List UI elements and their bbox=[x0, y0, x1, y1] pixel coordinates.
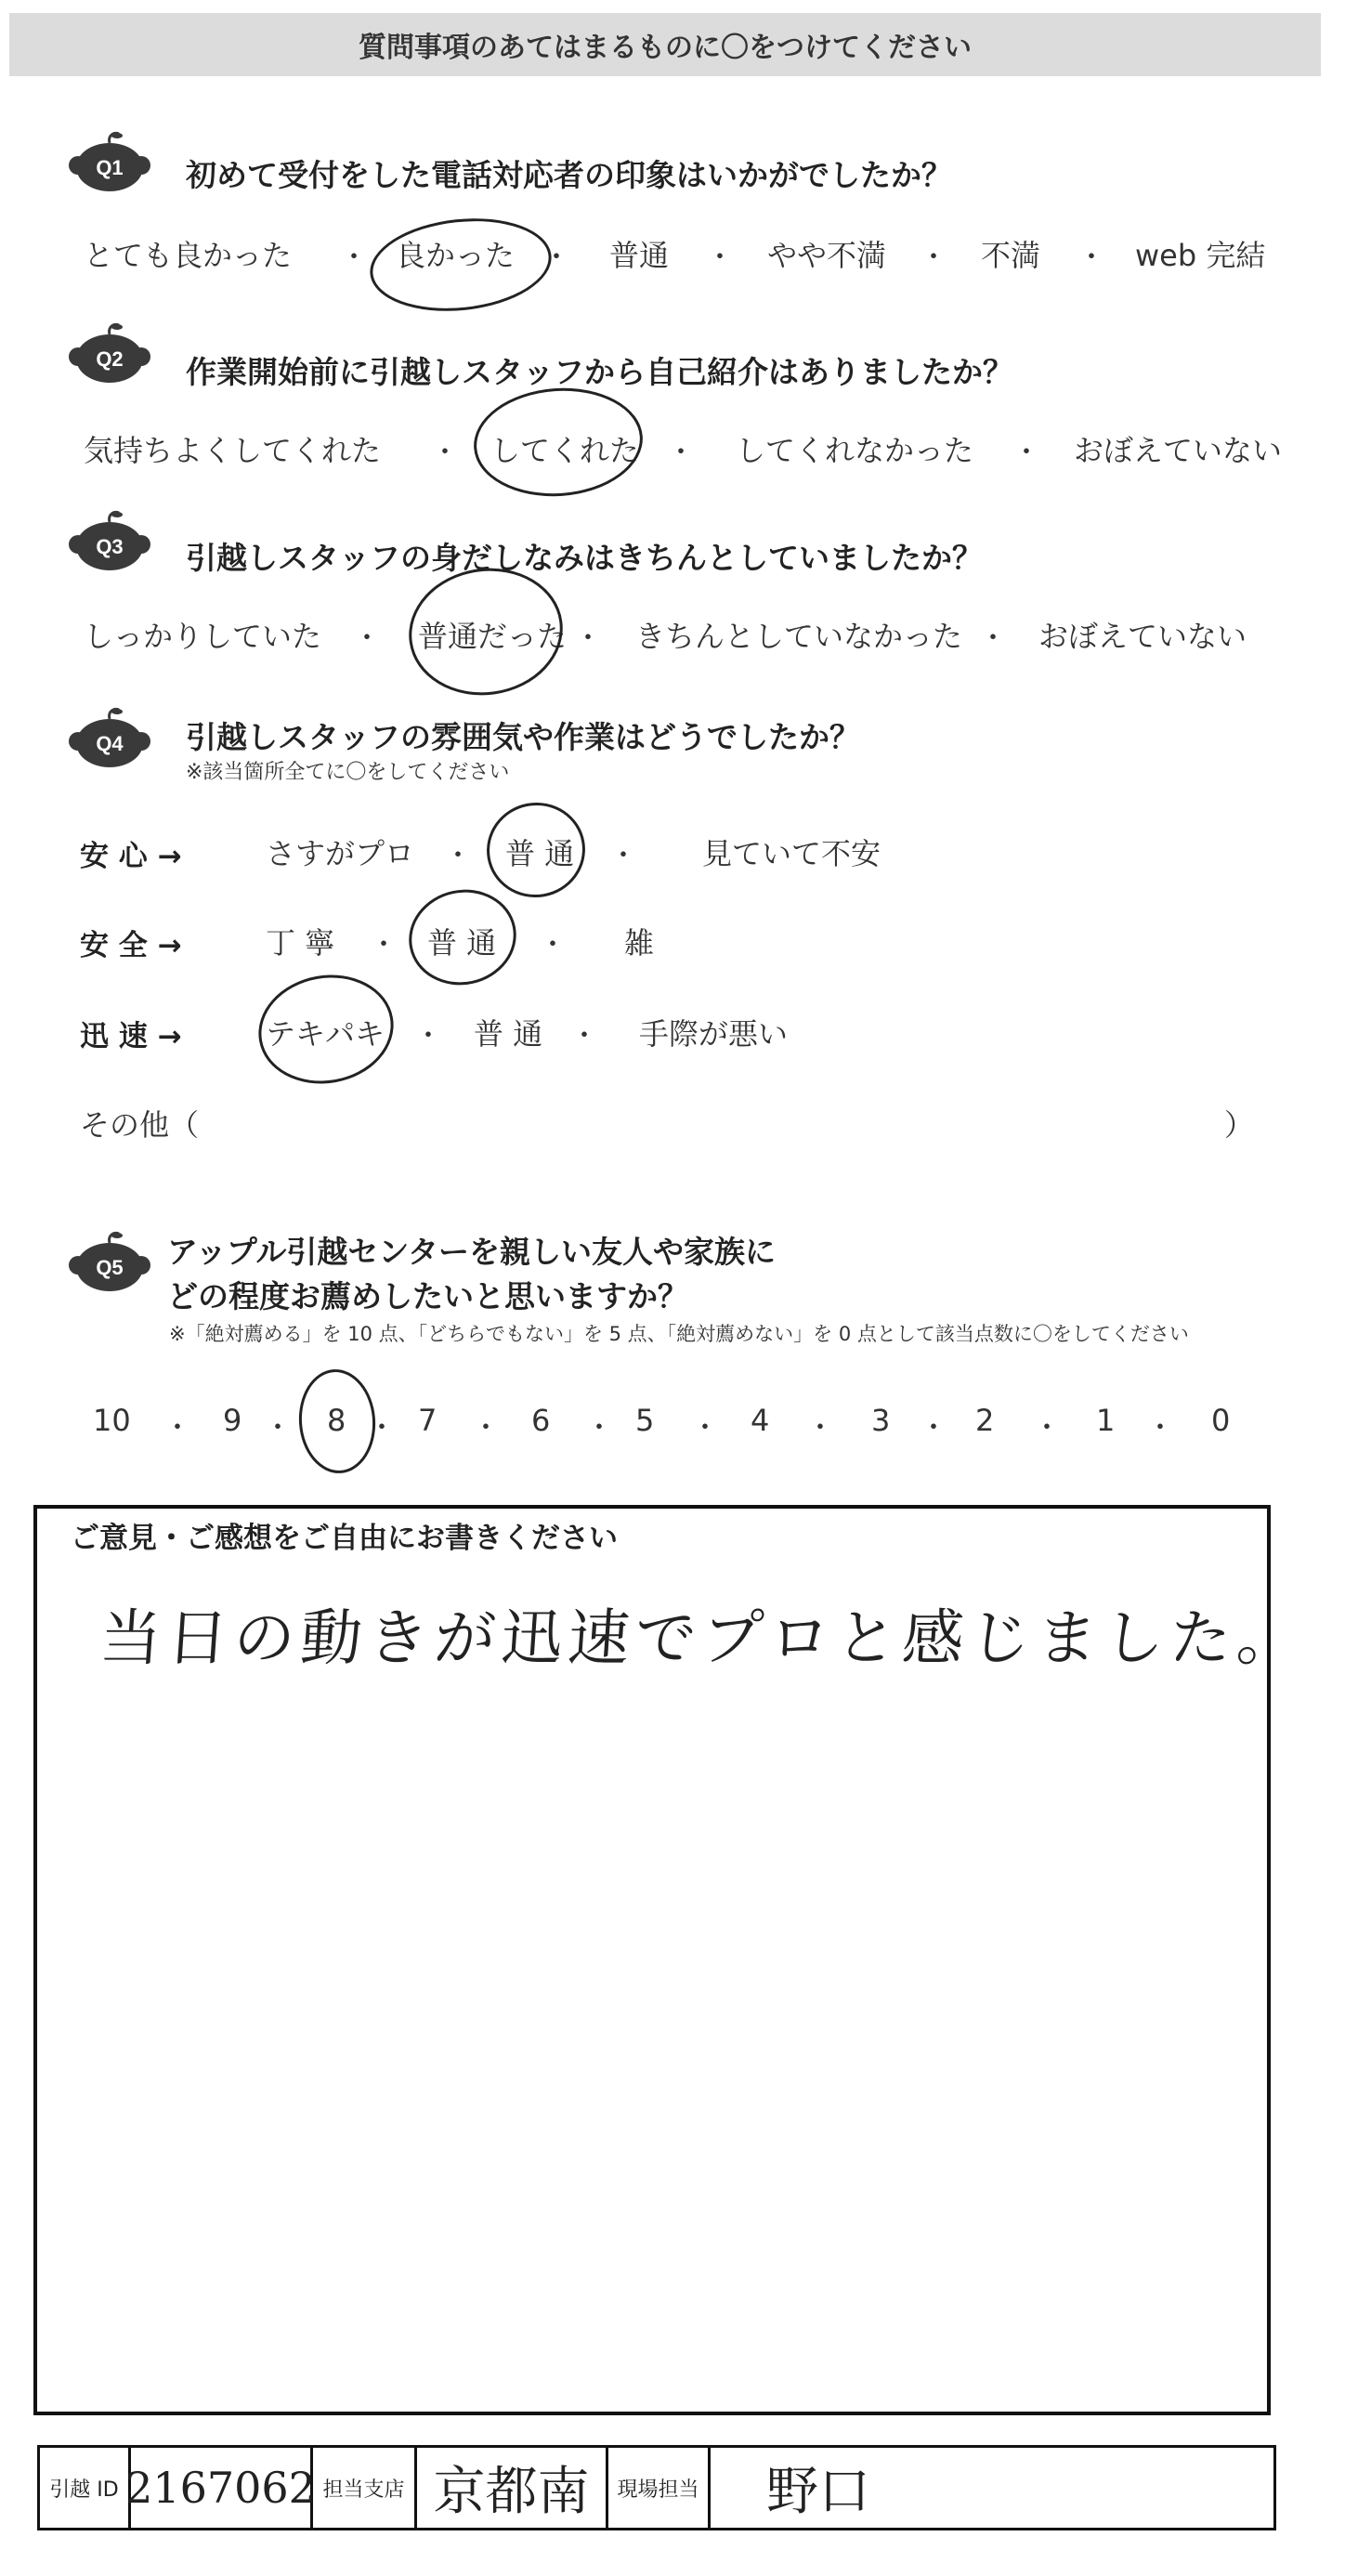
separator-dot: ・ bbox=[340, 242, 368, 274]
footer-id-label: 引越 ID bbox=[49, 2478, 119, 2502]
separator-dot: ・ bbox=[920, 1412, 947, 1445]
separator-dot: ・ bbox=[431, 437, 459, 469]
q1-option[interactable]: 不満 bbox=[981, 238, 1041, 273]
q4-other-label: その他（ bbox=[80, 1107, 200, 1143]
separator-dot: ・ bbox=[1033, 1412, 1061, 1445]
comment-handwritten-text: 当日の動きが迅速でプロと感じました。 bbox=[97, 1602, 1307, 1674]
q3-option[interactable]: きちんとしていなかった bbox=[635, 619, 963, 654]
footer-staff-value-cell bbox=[711, 2448, 1273, 2528]
separator-dot: ・ bbox=[542, 242, 570, 274]
separator-dot: ・ bbox=[574, 622, 602, 655]
q2-option[interactable]: してくれなかった bbox=[736, 433, 974, 468]
footer-branch-label: 担当支店 bbox=[322, 2478, 405, 2502]
footer-branch-label-cell bbox=[313, 2448, 417, 2528]
separator-dot: ・ bbox=[1146, 1412, 1174, 1445]
q1-option[interactable]: web 完結 bbox=[1135, 238, 1266, 273]
footer-id-value: 2167062 bbox=[125, 2463, 316, 2513]
q1-option[interactable]: 良かった bbox=[396, 238, 516, 273]
q5-score-option[interactable]: 3 bbox=[871, 1403, 891, 1438]
separator-dot: ・ bbox=[691, 1412, 719, 1445]
q4-note: ※該当箇所全てに〇をしてください bbox=[186, 761, 510, 784]
footer-info-table bbox=[37, 2445, 1276, 2530]
q5-score-option[interactable]: 10 bbox=[93, 1403, 131, 1438]
q4-option[interactable]: テキパキ bbox=[266, 1016, 385, 1052]
svg-text:Q2: Q2 bbox=[96, 347, 124, 371]
q2-question: 作業開始前に引越しスタッフから自己紹介はありましたか？ bbox=[186, 354, 1013, 390]
separator-dot: ・ bbox=[414, 1020, 442, 1053]
q3-option[interactable]: しっかりしていた bbox=[84, 619, 322, 654]
svg-text:Q1: Q1 bbox=[96, 156, 124, 179]
q2-option[interactable]: 気持ちよくしてくれた bbox=[84, 433, 382, 468]
separator-dot: ・ bbox=[920, 242, 947, 274]
footer-branch-value-cell bbox=[417, 2448, 608, 2528]
svg-text:Q5: Q5 bbox=[96, 1256, 124, 1279]
svg-text:Q4: Q4 bbox=[96, 732, 124, 755]
q4-badge-icon bbox=[65, 706, 154, 769]
footer-staff-label-cell bbox=[608, 2448, 711, 2528]
q4-option[interactable]: 丁 寧 bbox=[266, 925, 335, 961]
q3-badge-icon bbox=[65, 509, 154, 572]
separator-dot: ・ bbox=[368, 1412, 396, 1445]
q4-option[interactable]: 雑 bbox=[624, 925, 655, 961]
footer-branch-value: 京都南 bbox=[433, 2462, 590, 2522]
q5-question-line1: アップル引越センターを親しい友人や家族に bbox=[167, 1234, 777, 1270]
q4-option[interactable]: 手際が悪い bbox=[639, 1016, 789, 1052]
q4-question: 引越しスタッフの雰囲気や作業はどうでしたか？ bbox=[186, 719, 860, 755]
q1-option[interactable]: やや不満 bbox=[767, 238, 887, 273]
q4-row-label-jinsoku: 迅 速 → bbox=[80, 1020, 182, 1053]
footer-staff-value: 野口 bbox=[766, 2462, 870, 2522]
q4-option[interactable]: さすがプロ bbox=[266, 836, 415, 871]
q5-score-option[interactable]: 9 bbox=[223, 1403, 242, 1438]
q3-option[interactable]: おぼえていない bbox=[1038, 619, 1247, 654]
q5-question-line2: どの程度お薦めしたいと思いますか？ bbox=[167, 1278, 688, 1314]
q2-badge-icon bbox=[65, 321, 154, 385]
q5-note: ※「絶対薦める」を 10 点、「どちらでもない」を 5 点、「絶対薦めない」を 0 点として該当点数に〇をしてください bbox=[169, 1323, 1189, 1345]
q1-badge-icon bbox=[65, 130, 154, 193]
separator-dot: ・ bbox=[472, 1412, 500, 1445]
q1-option[interactable]: 普通 bbox=[609, 238, 670, 273]
footer-staff-label: 現場担当 bbox=[617, 2478, 699, 2502]
separator-dot: ・ bbox=[370, 929, 398, 961]
instruction-banner bbox=[9, 13, 1321, 76]
separator-dot: ・ bbox=[1012, 437, 1040, 469]
separator-dot: ・ bbox=[570, 1020, 598, 1053]
q4-row-label-anshin: 安 心 → bbox=[80, 840, 182, 873]
q1-option[interactable]: とても良かった bbox=[84, 238, 293, 273]
q5-score-option[interactable]: 8 bbox=[327, 1403, 346, 1438]
q5-score-option[interactable]: 6 bbox=[531, 1403, 551, 1438]
q1-question: 初めて受付をした電話対応者の印象はいかがでしたか？ bbox=[186, 157, 952, 193]
q4-option[interactable]: 見ていて不安 bbox=[702, 836, 881, 871]
separator-dot: ・ bbox=[706, 242, 734, 274]
separator-dot: ・ bbox=[806, 1412, 834, 1445]
footer-id-value-cell bbox=[125, 2448, 316, 2528]
instruction-title: 質問事項のあてはまるものに〇をつけてください bbox=[359, 32, 972, 64]
separator-dot: ・ bbox=[539, 929, 567, 961]
q4-option[interactable]: 普 通 bbox=[474, 1016, 543, 1052]
q4-option[interactable]: 普 通 bbox=[505, 836, 575, 871]
q2-option[interactable]: してくれた bbox=[490, 433, 640, 468]
separator-dot: ・ bbox=[979, 622, 1007, 655]
q5-score-option[interactable]: 2 bbox=[975, 1403, 995, 1438]
q4-option[interactable]: 普 通 bbox=[427, 925, 497, 961]
separator-dot: ・ bbox=[353, 622, 381, 655]
q5-score-option[interactable]: 7 bbox=[418, 1403, 437, 1438]
separator-dot: ・ bbox=[264, 1412, 292, 1445]
q5-badge-icon bbox=[65, 1230, 154, 1293]
q5-score-option[interactable]: 4 bbox=[751, 1403, 770, 1438]
q5-score-option[interactable]: 5 bbox=[635, 1403, 655, 1438]
footer-id-label-cell bbox=[40, 2448, 131, 2528]
q2-option[interactable]: おぼえていない bbox=[1074, 433, 1283, 468]
q4-row-label-anzen: 安 全 → bbox=[80, 929, 182, 962]
q3-option[interactable]: 普通だった bbox=[418, 619, 568, 654]
svg-text:Q3: Q3 bbox=[96, 535, 124, 558]
separator-dot: ・ bbox=[609, 840, 637, 872]
q5-score-option[interactable]: 0 bbox=[1211, 1403, 1231, 1438]
separator-dot: ・ bbox=[444, 840, 472, 872]
q5-score-option[interactable]: 1 bbox=[1096, 1403, 1116, 1438]
separator-dot: ・ bbox=[667, 437, 695, 469]
separator-dot: ・ bbox=[585, 1412, 613, 1445]
separator-dot: ・ bbox=[1077, 242, 1105, 274]
q3-question: 引越しスタッフの身だしなみはきちんとしていましたか？ bbox=[186, 540, 983, 576]
comment-title: ご意見・ご感想をご自由にお書きください bbox=[71, 1522, 618, 1555]
separator-dot: ・ bbox=[163, 1412, 191, 1445]
q4-other-close: ） bbox=[1224, 1107, 1255, 1143]
